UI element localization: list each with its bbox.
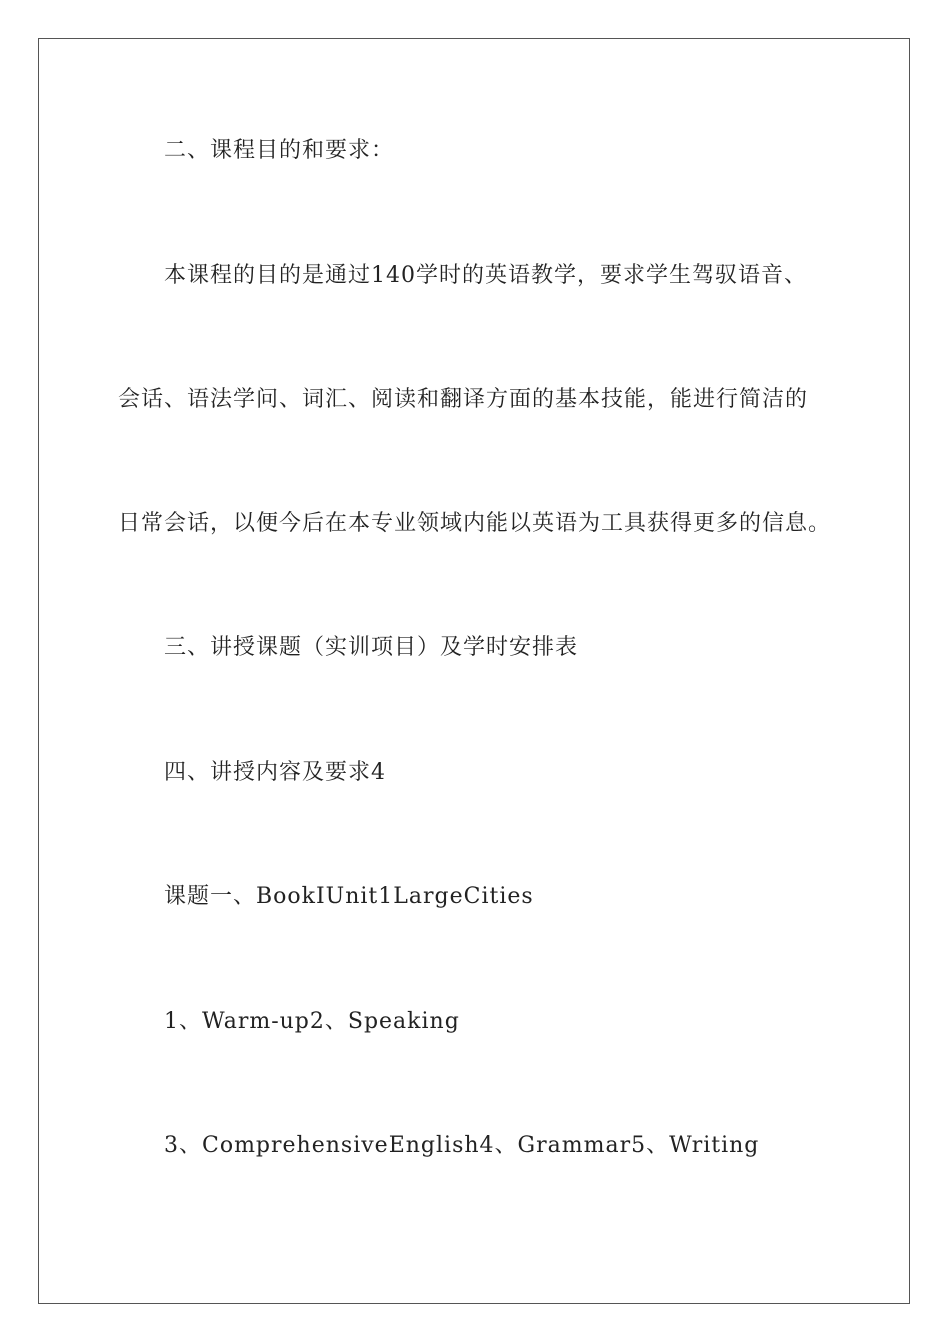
topic-heading: 课题一、BookIUnit1LargeCities	[164, 884, 534, 909]
paragraph-line-3: 日常会话，以便今后在本专业领域内能以英语为工具获得更多的信息。	[118, 511, 832, 536]
section-heading-objectives: 二、课程目的和要求：	[164, 138, 395, 163]
section-heading-schedule: 三、讲授课题（实训项目）及学时安排表	[164, 635, 579, 660]
paragraph-line-1: 本课程的目的是通过140学时的英语教学，要求学生驾驭语音、	[164, 263, 807, 288]
page-frame	[38, 38, 910, 1304]
paragraph-line-2: 会话、语法学问、词汇、阅读和翻译方面的基本技能，能进行简洁的	[118, 387, 809, 412]
topic-items-line-2: 3、ComprehensiveEnglish4、Grammar5、Writing	[164, 1133, 760, 1158]
topic-items-line-1: 1、Warm-up2、Speaking	[164, 1009, 460, 1034]
section-heading-content: 四、讲授内容及要求4	[164, 760, 386, 785]
